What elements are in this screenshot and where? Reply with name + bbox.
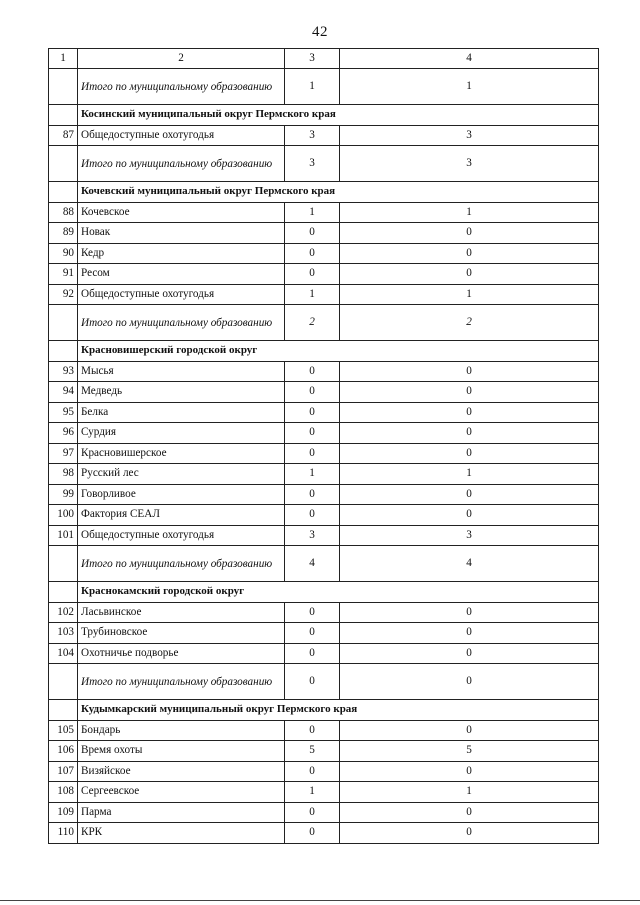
table-row: [49, 423, 599, 444]
column-3-value: 0: [285, 443, 340, 464]
row-number-cell: 110: [49, 823, 78, 844]
subtotal-label: Итого по муниципальному образованию: [78, 305, 285, 341]
hunting-ground-name: Парма: [78, 802, 285, 823]
row-number-cell: 89: [49, 223, 78, 244]
column-3-value: 3: [285, 125, 340, 146]
column-4-value: 1: [340, 69, 599, 105]
row-number-cell: [49, 700, 78, 721]
subtotal-label: Итого по муниципальному образованию: [78, 664, 285, 700]
row-number-cell: [49, 146, 78, 182]
column-header: 2: [78, 49, 285, 69]
hunting-ground-name: Трубиновское: [78, 623, 285, 644]
column-4-value: 0: [340, 443, 599, 464]
table-row: [49, 125, 599, 146]
table-body: [49, 69, 599, 844]
hunting-ground-name: Медведь: [78, 382, 285, 403]
row-number-cell: [49, 182, 78, 203]
hunting-ground-name: Кедр: [78, 243, 285, 264]
table-row: [49, 505, 599, 526]
table-row: [49, 823, 599, 844]
section-heading: Кудымкарский муниципальный округ Пермского края: [78, 700, 599, 721]
column-3-value: 4: [285, 546, 340, 582]
column-4-value: 0: [340, 761, 599, 782]
column-4-value: 0: [340, 361, 599, 382]
column-4-value: 0: [340, 823, 599, 844]
column-4-value: 0: [340, 802, 599, 823]
row-number-cell: [49, 546, 78, 582]
hunting-ground-name: Общедоступные охотугодья: [78, 284, 285, 305]
table-row: [49, 720, 599, 741]
row-number-cell: 101: [49, 525, 78, 546]
column-3-value: 0: [285, 602, 340, 623]
row-number-cell: 100: [49, 505, 78, 526]
row-number-cell: 98: [49, 464, 78, 485]
hunting-ground-name: Кочевское: [78, 202, 285, 223]
table-row: [49, 402, 599, 423]
section-heading-row: [49, 105, 599, 126]
column-3-value: 0: [285, 643, 340, 664]
hunting-ground-name: Общедоступные охотугодья: [78, 125, 285, 146]
column-3-value: 0: [285, 720, 340, 741]
hunting-ground-name: КРК: [78, 823, 285, 844]
column-3-value: 0: [285, 361, 340, 382]
row-number-cell: [49, 69, 78, 105]
section-heading: Косинский муниципальный округ Пермского края: [78, 105, 599, 126]
table-row: [49, 223, 599, 244]
column-3-value: 0: [285, 223, 340, 244]
subtotal-row: [49, 546, 599, 582]
hunting-ground-name: Общедоступные охотугодья: [78, 525, 285, 546]
table-row: [49, 464, 599, 485]
column-4-value: 5: [340, 741, 599, 762]
row-number-cell: 109: [49, 802, 78, 823]
hunting-ground-name: Белка: [78, 402, 285, 423]
hunting-ground-name: Сурдия: [78, 423, 285, 444]
column-4-value: 0: [340, 664, 599, 700]
table-row: [49, 761, 599, 782]
table-row: [49, 484, 599, 505]
column-4-value: 0: [340, 643, 599, 664]
row-number-cell: 103: [49, 623, 78, 644]
subtotal-label: Итого по муниципальному образованию: [78, 146, 285, 182]
column-3-value: 1: [285, 464, 340, 485]
table-header-row: [49, 49, 599, 69]
table-row: [49, 643, 599, 664]
column-3-value: 0: [285, 623, 340, 644]
hunting-grounds-table: [48, 48, 599, 844]
table-row: [49, 443, 599, 464]
column-3-value: 1: [285, 202, 340, 223]
column-4-value: 0: [340, 423, 599, 444]
subtotal-row: [49, 69, 599, 105]
column-3-value: 3: [285, 525, 340, 546]
hunting-ground-name: Бондарь: [78, 720, 285, 741]
column-4-value: 3: [340, 525, 599, 546]
row-number-cell: 104: [49, 643, 78, 664]
column-4-value: 3: [340, 146, 599, 182]
section-heading-row: [49, 341, 599, 362]
row-number-cell: 97: [49, 443, 78, 464]
column-4-value: 0: [340, 243, 599, 264]
table-row: [49, 741, 599, 762]
column-4-value: 0: [340, 484, 599, 505]
row-number-cell: 99: [49, 484, 78, 505]
column-3-value: 0: [285, 484, 340, 505]
section-heading-row: [49, 582, 599, 603]
row-number-cell: [49, 341, 78, 362]
hunting-ground-name: Говорливое: [78, 484, 285, 505]
table-row: [49, 264, 599, 285]
column-4-value: 0: [340, 623, 599, 644]
column-4-value: 1: [340, 284, 599, 305]
column-header: 1: [49, 49, 78, 69]
hunting-ground-name: Ресом: [78, 264, 285, 285]
scan-edge-line: [0, 900, 640, 901]
section-heading: Кочевский муниципальный округ Пермского края: [78, 182, 599, 203]
table-row: [49, 361, 599, 382]
column-header: 4: [340, 49, 599, 69]
hunting-ground-name: Фактория СЕАЛ: [78, 505, 285, 526]
row-number-cell: [49, 305, 78, 341]
row-number-cell: 102: [49, 602, 78, 623]
table-row: [49, 243, 599, 264]
section-heading: Красновишерский городской округ: [78, 341, 599, 362]
table-row: [49, 525, 599, 546]
section-heading: Краснокамский городской округ: [78, 582, 599, 603]
column-3-value: 2: [285, 305, 340, 341]
hunting-ground-name: Новак: [78, 223, 285, 244]
column-3-value: 0: [285, 423, 340, 444]
row-number-cell: [49, 664, 78, 700]
hunting-ground-name: Охотничье подворье: [78, 643, 285, 664]
column-4-value: 1: [340, 464, 599, 485]
column-header: 3: [285, 49, 340, 69]
column-3-value: 0: [285, 402, 340, 423]
hunting-ground-name: Сергеевское: [78, 782, 285, 803]
column-4-value: 0: [340, 264, 599, 285]
column-4-value: 1: [340, 202, 599, 223]
column-4-value: 0: [340, 382, 599, 403]
column-3-value: 0: [285, 505, 340, 526]
column-3-value: 0: [285, 243, 340, 264]
column-3-value: 0: [285, 664, 340, 700]
column-3-value: 3: [285, 146, 340, 182]
subtotal-label: Итого по муниципальному образованию: [78, 69, 285, 105]
column-4-value: 0: [340, 505, 599, 526]
row-number-cell: 88: [49, 202, 78, 223]
row-number-cell: 94: [49, 382, 78, 403]
column-3-value: 0: [285, 761, 340, 782]
column-3-value: 0: [285, 802, 340, 823]
table-row: [49, 284, 599, 305]
row-number-cell: 96: [49, 423, 78, 444]
column-3-value: 1: [285, 284, 340, 305]
column-4-value: 2: [340, 305, 599, 341]
column-4-value: 4: [340, 546, 599, 582]
page-number: 42: [312, 24, 328, 40]
column-3-value: 5: [285, 741, 340, 762]
row-number-cell: 95: [49, 402, 78, 423]
row-number-cell: 108: [49, 782, 78, 803]
hunting-ground-name: Мысья: [78, 361, 285, 382]
hunting-ground-name: Время охоты: [78, 741, 285, 762]
table-row: [49, 602, 599, 623]
row-number-cell: 107: [49, 761, 78, 782]
table-row: [49, 782, 599, 803]
column-4-value: 0: [340, 602, 599, 623]
column-4-value: 0: [340, 223, 599, 244]
column-4-value: 1: [340, 782, 599, 803]
row-number-cell: 87: [49, 125, 78, 146]
table-row: [49, 802, 599, 823]
hunting-ground-name: Ласьвинское: [78, 602, 285, 623]
row-number-cell: [49, 105, 78, 126]
column-4-value: 0: [340, 720, 599, 741]
subtotal-row: [49, 146, 599, 182]
row-number-cell: 105: [49, 720, 78, 741]
row-number-cell: 93: [49, 361, 78, 382]
row-number-cell: 92: [49, 284, 78, 305]
row-number-cell: 106: [49, 741, 78, 762]
column-3-value: 1: [285, 69, 340, 105]
row-number-cell: 91: [49, 264, 78, 285]
column-4-value: 0: [340, 402, 599, 423]
row-number-cell: [49, 582, 78, 603]
hunting-ground-name: Визяйское: [78, 761, 285, 782]
section-heading-row: [49, 700, 599, 721]
subtotal-row: [49, 664, 599, 700]
hunting-ground-name: Красновишерское: [78, 443, 285, 464]
column-3-value: 0: [285, 382, 340, 403]
column-3-value: 0: [285, 264, 340, 285]
column-4-value: 3: [340, 125, 599, 146]
column-3-value: 1: [285, 782, 340, 803]
table-row: [49, 202, 599, 223]
table-row: [49, 623, 599, 644]
subtotal-row: [49, 305, 599, 341]
subtotal-label: Итого по муниципальному образованию: [78, 546, 285, 582]
hunting-ground-name: Русский лес: [78, 464, 285, 485]
column-3-value: 0: [285, 823, 340, 844]
section-heading-row: [49, 182, 599, 203]
row-number-cell: 90: [49, 243, 78, 264]
table-row: [49, 382, 599, 403]
